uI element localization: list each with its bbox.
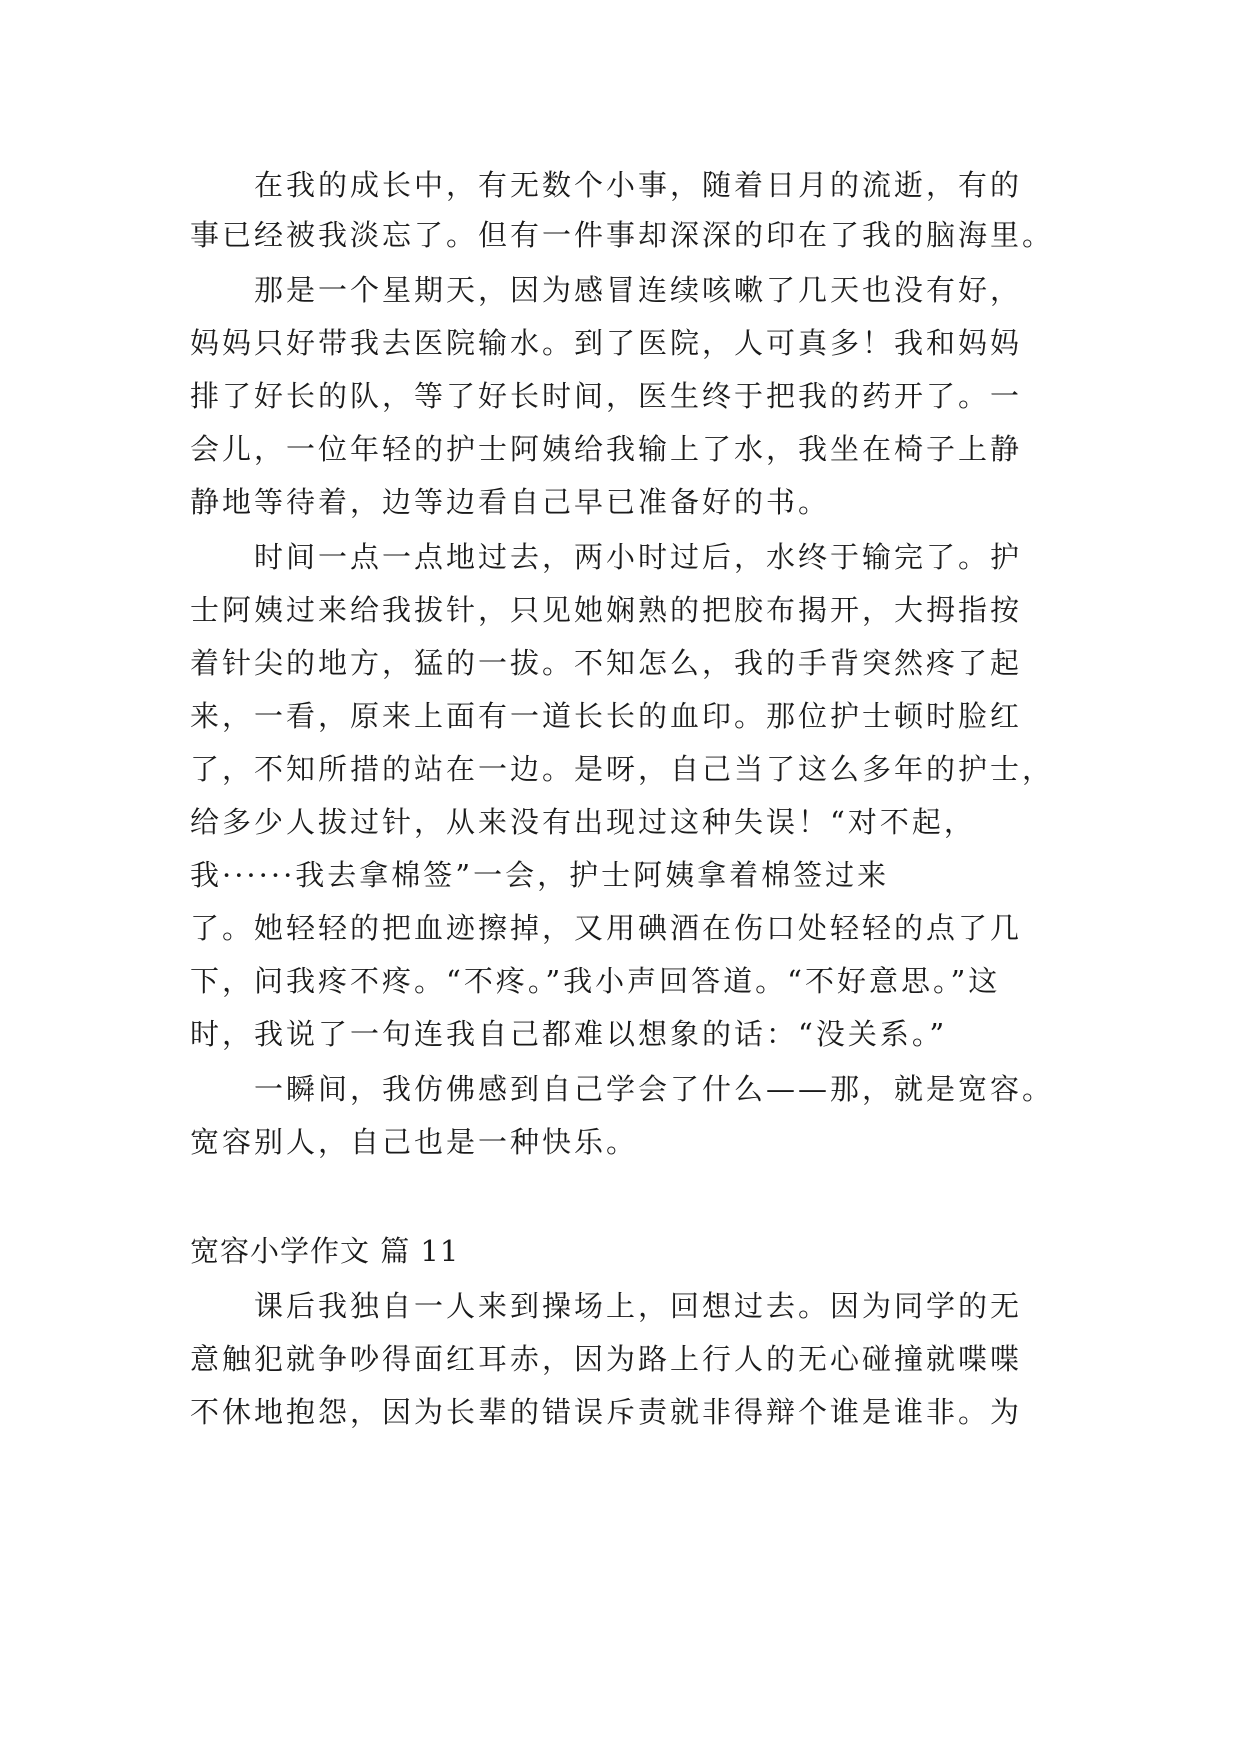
text-line: 那是一个星期天，因为感冒连续咳嗽了几天也没有好， (190, 273, 1023, 307)
text-line: 时，我说了一句连我自己都难以想象的话：“没关系。” (190, 1017, 948, 1051)
text-line: 了。她轻轻的把血迹擦掉，又用碘酒在伤口处轻轻的点了几 (190, 911, 1023, 945)
text-line: 宽容别人，自己也是一种快乐。 (190, 1125, 639, 1159)
text-line: 静地等待着，边等边看自己早已准备好的书。 (190, 485, 831, 519)
text-line: 给多少人拔过针，从来没有出现过这种失误！“对不起， (190, 805, 976, 839)
text-line: 着针尖的地方，猛的一拔。不知怎么，我的手背突然疼了起 (190, 646, 1023, 680)
text-line: 妈妈只好带我去医院输水。到了医院，人可真多！我和妈妈 (190, 326, 1023, 360)
section-heading: 宽容小学作文 篇 11 (190, 1234, 460, 1268)
text-line: 一瞬间，我仿佛感到自己学会了什么——那，就是宽容。 (190, 1072, 1055, 1106)
text-line: 在我的成长中，有无数个小事，随着日月的流逝，有的 (190, 168, 1023, 202)
text-line: 会儿，一位年轻的护士阿姨给我输上了水，我坐在椅子上静 (190, 432, 1023, 466)
text-line: 不休地抱怨，因为长辈的错误斥责就非得辩个谁是谁非。为 (190, 1395, 1023, 1429)
text-line: 意触犯就争吵得面红耳赤，因为路上行人的无心碰撞就喋喋 (190, 1342, 1023, 1376)
text-line: 排了好长的队，等了好长时间，医生终于把我的药开了。一 (190, 379, 1023, 413)
text-line: 时间一点一点地过去，两小时过后，水终于输完了。护 (190, 540, 1023, 574)
text-line: 我······我去拿棉签”一会，护士阿姨拿着棉签过来 (190, 858, 890, 892)
text-line: 下，问我疼不疼。“不疼。”我小声回答道。“不好意思。”这 (190, 964, 1001, 998)
text-line: 士阿姨过来给我拔针，只见她娴熟的把胶布揭开，大拇指按 (190, 593, 1023, 627)
text-line: 来，一看，原来上面有一道长长的血印。那位护士顿时脸红 (190, 699, 1023, 733)
text-line: 了，不知所措的站在一边。是呀，自己当了这么多年的护士， (190, 752, 1055, 786)
text-line: 课后我独自一人来到操场上，回想过去。因为同学的无 (190, 1289, 1023, 1323)
text-line: 事已经被我淡忘了。但有一件事却深深的印在了我的脑海里。 (190, 218, 1055, 252)
